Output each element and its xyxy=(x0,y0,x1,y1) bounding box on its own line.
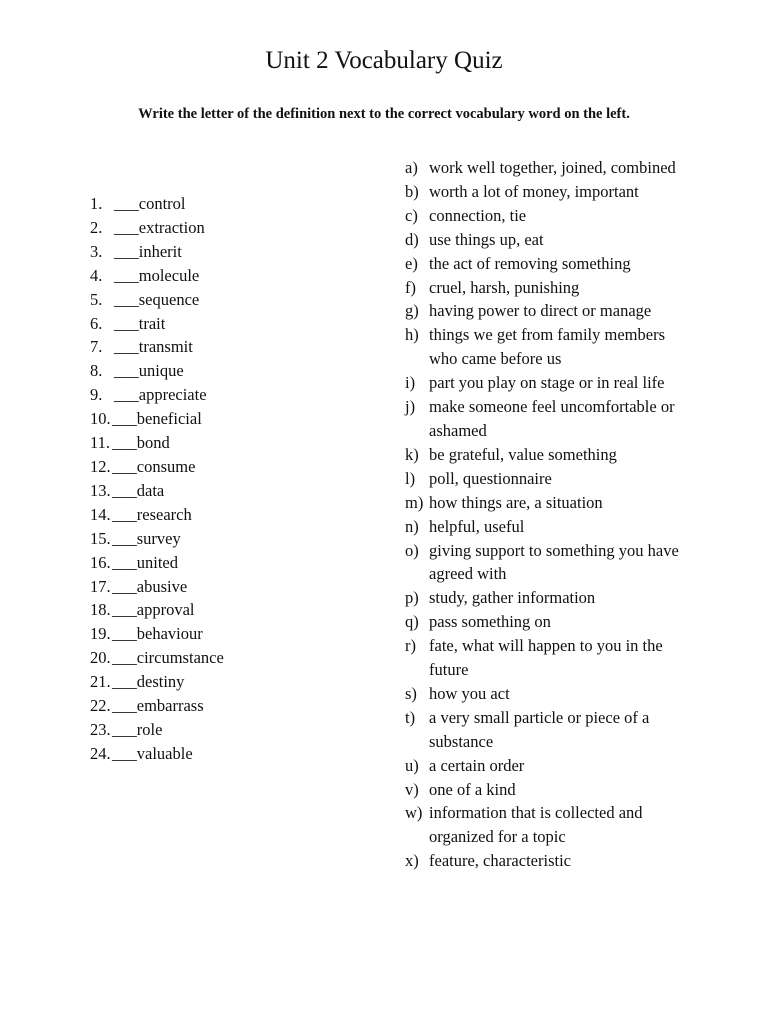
vocab-word: extraction xyxy=(138,217,205,237)
definition-letter: p) xyxy=(405,588,419,608)
definition-letter: r) xyxy=(405,636,416,656)
answer-blank[interactable]: ___ xyxy=(112,696,137,716)
definition-text: helpful, useful xyxy=(429,516,525,536)
definition-text: be grateful, value something xyxy=(429,444,617,464)
answer-blank[interactable]: ___ xyxy=(114,289,139,309)
definition-item xyxy=(405,801,695,849)
definition-item xyxy=(405,754,695,778)
vocab-item xyxy=(90,503,350,527)
vocab-item xyxy=(90,527,350,551)
vocab-word: control xyxy=(138,194,186,213)
page-title: Unit 2 Vocabulary Quiz xyxy=(265,47,503,74)
definition-letter: x) xyxy=(405,851,419,871)
answer-blank[interactable]: ___ xyxy=(112,409,137,429)
definition-letter: k) xyxy=(405,444,419,464)
definition-text: pass something on xyxy=(429,612,551,632)
vocab-item xyxy=(90,670,350,694)
answer-blank[interactable]: ___ xyxy=(112,528,137,548)
definition-text: how you act xyxy=(429,683,510,703)
definition-letter: e) xyxy=(405,253,418,273)
vocab-number: 6. xyxy=(90,313,103,333)
vocab-word: transmit xyxy=(138,337,193,357)
answer-blank[interactable]: ___ xyxy=(112,433,137,453)
vocab-number: 5. xyxy=(90,289,103,309)
vocab-word: destiny xyxy=(136,672,185,692)
vocab-number: 20. xyxy=(90,648,111,668)
definition-text: part you play on stage or in real life xyxy=(429,373,665,393)
vocab-number: 22. xyxy=(90,696,111,716)
vocab-item xyxy=(90,359,350,383)
definition-letter: q) xyxy=(405,612,419,632)
definition-letter: u) xyxy=(405,755,419,775)
vocab-number: 2. xyxy=(90,217,103,237)
answer-blank[interactable]: ___ xyxy=(114,337,139,357)
definition-letter: t) xyxy=(405,707,416,727)
definition-item xyxy=(405,586,695,610)
definition-text: connection, tie xyxy=(429,205,527,225)
definition-letter: o) xyxy=(405,540,419,560)
definition-letter: w) xyxy=(405,803,423,823)
vocab-number: 4. xyxy=(90,265,103,285)
vocab-word: approval xyxy=(136,600,195,620)
definition-letter: s) xyxy=(405,683,417,703)
definition-text: the act of removing something xyxy=(429,253,631,273)
vocab-number: 24. xyxy=(90,743,111,763)
vocab-word: appreciate xyxy=(138,385,207,405)
vocab-word: role xyxy=(136,719,163,739)
definition-letter: b) xyxy=(405,181,419,201)
definition-item xyxy=(405,443,695,467)
vocab-number: 10. xyxy=(90,409,111,429)
vocab-item xyxy=(90,312,350,336)
vocab-number: 1. xyxy=(90,194,103,213)
vocab-word: beneficial xyxy=(136,409,202,429)
answer-blank[interactable]: ___ xyxy=(114,313,139,333)
vocab-number: 23. xyxy=(90,719,111,739)
definition-text: a certain order xyxy=(429,755,525,775)
definition-letter: d) xyxy=(405,229,419,249)
definition-item xyxy=(405,706,695,754)
definition-text: poll, questionnaire xyxy=(429,468,552,488)
vocab-number: 8. xyxy=(90,361,103,381)
vocab-number: 17. xyxy=(90,576,111,596)
definition-text: feature, characteristic xyxy=(429,851,571,871)
definition-text: study, gather information xyxy=(429,588,596,608)
definition-item xyxy=(405,323,695,371)
definition-letter: j) xyxy=(405,397,416,417)
definition-letter: v) xyxy=(405,779,419,799)
vocab-item xyxy=(90,598,350,622)
definition-text: work well together, joined, combined xyxy=(429,158,676,177)
answer-blank[interactable]: ___ xyxy=(112,480,137,500)
definition-item xyxy=(405,467,695,491)
definition-item xyxy=(405,180,695,204)
definition-item xyxy=(405,156,695,180)
vocab-word: unique xyxy=(138,361,184,381)
definition-letter: f) xyxy=(405,277,416,297)
definition-item xyxy=(405,371,695,395)
vocab-word: abusive xyxy=(136,576,188,596)
definition-letter: l) xyxy=(405,468,416,488)
answer-blank[interactable]: ___ xyxy=(112,504,137,524)
definition-text: information that is collected and organized for a topic xyxy=(429,803,643,847)
vocab-item xyxy=(90,742,350,766)
vocab-word: data xyxy=(136,480,165,500)
definition-text: things we get from family members who came before us xyxy=(429,325,665,369)
vocab-number: 14. xyxy=(90,504,111,524)
vocab-word: sequence xyxy=(138,289,200,309)
answer-blank[interactable]: ___ xyxy=(112,719,137,739)
definition-text: fate, what will happen to you in the future xyxy=(429,636,663,680)
answer-blank[interactable]: ___ xyxy=(112,576,137,596)
vocab-number: 3. xyxy=(90,241,103,261)
definition-item xyxy=(405,682,695,706)
vocab-item xyxy=(90,622,350,646)
answer-blank[interactable]: ___ xyxy=(114,217,139,237)
vocab-item xyxy=(90,407,350,431)
answer-blank[interactable]: ___ xyxy=(112,552,137,572)
definition-letter: c) xyxy=(405,205,418,225)
instructions: Write the letter of the definition next to the correct vocabulary word on the left. xyxy=(138,106,630,122)
answer-blank[interactable]: ___ xyxy=(112,624,137,644)
answer-blank[interactable]: ___ xyxy=(112,600,137,620)
vocab-word: circumstance xyxy=(136,648,224,668)
vocab-number: 21. xyxy=(90,672,111,692)
vocab-word: bond xyxy=(136,433,170,453)
definition-item xyxy=(405,634,695,682)
vocab-item xyxy=(90,479,350,503)
vocab-number: 7. xyxy=(90,337,103,357)
vocab-item xyxy=(90,455,350,479)
vocab-item xyxy=(90,264,350,288)
vocab-number: 15. xyxy=(90,528,111,548)
vocab-word: research xyxy=(136,504,192,524)
vocab-item xyxy=(90,192,350,216)
vocab-word: trait xyxy=(138,313,166,333)
vocab-word: embarrass xyxy=(136,696,204,716)
definition-item xyxy=(405,204,695,228)
definition-letter: a) xyxy=(405,158,418,177)
vocab-number: 16. xyxy=(90,552,111,572)
vocab-number: 19. xyxy=(90,624,111,644)
answer-blank[interactable]: ___ xyxy=(112,743,137,763)
answer-blank[interactable]: ___ xyxy=(112,456,137,476)
definition-item xyxy=(405,849,695,873)
definition-item xyxy=(405,778,695,802)
definition-item xyxy=(405,539,695,587)
answer-blank[interactable]: ___ xyxy=(112,672,137,692)
definition-letter: i) xyxy=(405,373,416,393)
vocab-word: united xyxy=(136,552,178,572)
definition-text: how things are, a situation xyxy=(429,492,603,512)
definition-letter: m) xyxy=(405,492,424,512)
vocab-word: behaviour xyxy=(136,624,203,644)
definition-text: having power to direct or manage xyxy=(429,301,652,321)
answer-blank[interactable]: ___ xyxy=(114,194,139,213)
vocab-word: inherit xyxy=(138,241,182,261)
vocab-item xyxy=(90,575,350,599)
definition-item xyxy=(405,610,695,634)
definition-text: one of a kind xyxy=(429,779,516,799)
answer-blank[interactable]: ___ xyxy=(114,241,139,261)
vocab-word: molecule xyxy=(138,265,200,285)
vocab-item xyxy=(90,383,350,407)
definition-list xyxy=(405,156,695,873)
definition-letter: g) xyxy=(405,301,419,321)
vocab-item xyxy=(90,646,350,670)
definition-text: a very small particle or piece of a substance xyxy=(429,707,650,751)
definition-text: use things up, eat xyxy=(429,229,544,249)
vocab-item xyxy=(90,431,350,455)
vocab-word: valuable xyxy=(136,743,193,763)
definition-letter: n) xyxy=(405,516,419,536)
answer-blank[interactable]: ___ xyxy=(112,648,137,668)
vocab-word: consume xyxy=(136,456,196,476)
vocab-item xyxy=(90,288,350,312)
definition-item xyxy=(405,276,695,300)
definition-item xyxy=(405,228,695,252)
vocab-number: 13. xyxy=(90,480,111,500)
answer-blank[interactable]: ___ xyxy=(114,265,139,285)
vocab-item xyxy=(90,335,350,359)
definition-item xyxy=(405,515,695,539)
vocab-item xyxy=(90,694,350,718)
answer-blank[interactable]: ___ xyxy=(114,361,139,381)
definition-item xyxy=(405,395,695,443)
vocabulary-word-list xyxy=(90,192,350,766)
vocab-item xyxy=(90,718,350,742)
definition-item xyxy=(405,491,695,515)
vocab-word: survey xyxy=(136,528,181,548)
vocab-item xyxy=(90,240,350,264)
vocab-item xyxy=(90,216,350,240)
definition-letter: h) xyxy=(405,325,419,345)
answer-blank[interactable]: ___ xyxy=(114,385,139,405)
definition-text: cruel, harsh, punishing xyxy=(429,277,580,297)
definition-text: worth a lot of money, important xyxy=(429,181,639,201)
vocab-number: 9. xyxy=(90,385,103,405)
vocab-number: 11. xyxy=(90,433,111,453)
definition-text: make someone feel uncomfortable or ashamed xyxy=(429,397,675,440)
definition-item xyxy=(405,252,695,276)
vocab-number: 18. xyxy=(90,600,111,620)
definition-item xyxy=(405,299,695,323)
definition-text: giving support to something you have agreed with xyxy=(429,540,679,584)
vocab-number: 12. xyxy=(90,456,111,476)
vocab-item xyxy=(90,551,350,575)
